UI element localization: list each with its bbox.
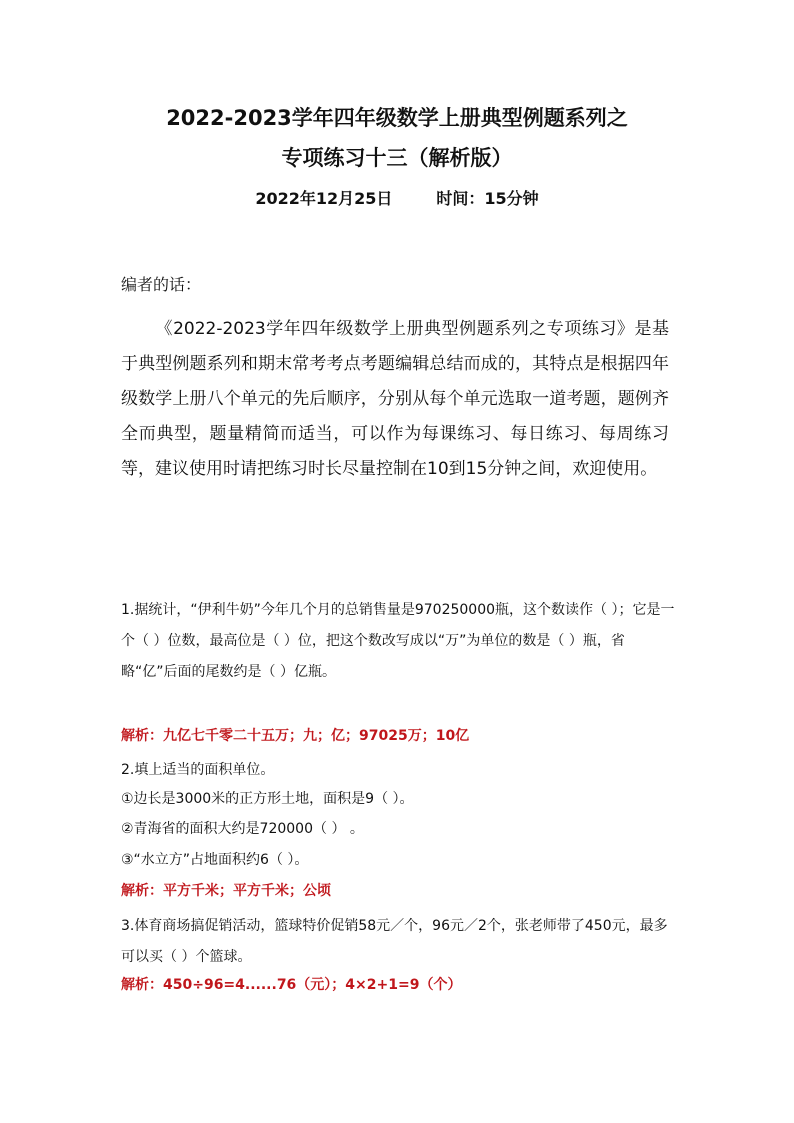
editor-note-paragraph [121,312,669,487]
question-1-answer: 解析：九亿七千零二十五万；九；亿；97025万；10亿 [121,728,470,744]
question-3-answer: 解析：450÷96=4......76（元）；4×2+1=9（个） [121,977,462,993]
document-date: 2022年12月25日 [255,189,393,208]
document-title-line2: 专项练习十三（解析版） [281,146,513,170]
question-3: 3.体育商场搞促销活动，篮球特价促销58元／个，96元／2个，张老师带了450元，最多可以买（ ）个篮球。 [121,918,668,965]
editor-note-text: 《2022-2023学年四年级数学上册典型例题系列之专项练习》是基于典型例题系列和期末常考考点考题编辑总结而成的，其特点是根据四年级数学上册八个单元的先后顺序，分别从每个单元选取一道考题，题例齐全而典型，题量精简而适当，可以作为每课练习、每日练习、每周练习等，建议使用时请把练习时长尽量控制在10到15分钟之间，欢迎使用。 [121,319,669,479]
date-time-line [0,188,794,210]
question-1: 1.据统计，“伊利牛奶”今年几个月的总销售量是970250000瓶，这个数读作（ ）；它是一个（ ）位数，最高位是（ ）位，把这个数改写成以“万”为单位的数是（ ）瓶，省略“亿”后面的尾数约是（ ）亿瓶。 [121,602,675,680]
question-2-item-1: ①边长是3000米的正方形土地，面积是9（ ）。 [121,791,414,807]
document-title-line1: 2022-2023学年四年级数学上册典型例题系列之 [166,106,628,130]
question-2-answer: 解析：平方千米；平方千米；公顷 [121,883,331,899]
editor-note-label: 编者的话： [121,275,202,294]
question-2-stem: 2.填上适当的面积单位。 [121,762,275,778]
question-2-item-3: ③“水立方”占地面积约6（ ）。 [121,852,309,868]
time-limit: 时间：15分钟 [436,189,539,208]
question-2-item-2: ②青海省的面积大约是720000（ ） 。 [121,821,364,837]
